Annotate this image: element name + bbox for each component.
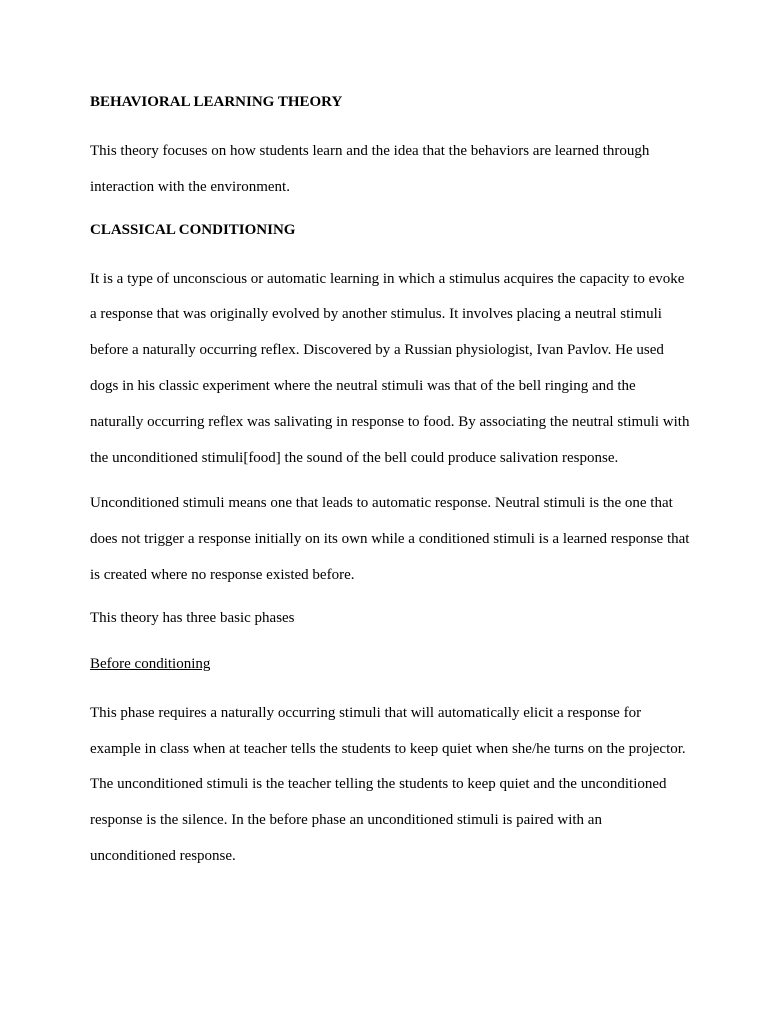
paragraph-three-phases: This theory has three basic phases	[90, 609, 295, 626]
document-page	[90, 88, 690, 885]
subheading-before-conditioning: Before conditioning	[90, 655, 211, 672]
paragraph-classical-conditioning: It is a type of unconscious or automatic learning in which a stimulus acquires the capacity to evoke a response that was originally evolved by another stimulus. It involves placing a neutral stimuli before a naturally occurring reflex. Discovered by a Russian physiologist, Ivan Pavlov. He used dogs in his classic experiment where the neutral stimuli was that of the bell ringing and the naturally occurring reflex was salivating in response to food. By associating the neutral stimuli with the unconditioned stimuli[food] the sound of the bell could produce salivation response.	[90, 270, 690, 466]
paragraph-before-conditioning: This phase requires a naturally occurring stimuli that will automatically elicit a response for example in class when at teacher tells the students to keep quiet when she/he turns on the projector. The unconditioned stimuli is the teacher telling the students to keep quiet and the unconditioned response is the silence. In the before phase an unconditioned stimuli is paired with an unconditioned response.	[90, 704, 686, 864]
heading-classical-conditioning: CLASSICAL CONDITIONING	[90, 221, 296, 238]
paragraph-stimuli-definitions: Unconditioned stimuli means one that leads to automatic response. Neutral stimuli is the one that does not trigger a response initially on its own while a conditioned stimuli is a learned response that is created where no response existed before.	[90, 495, 690, 583]
paragraph-theory-intro: This theory focuses on how students learn and the idea that the behaviors are learned through interaction with the environment.	[90, 143, 650, 195]
heading-behavioral-learning-theory: BEHAVIORAL LEARNING THEORY	[90, 94, 343, 110]
